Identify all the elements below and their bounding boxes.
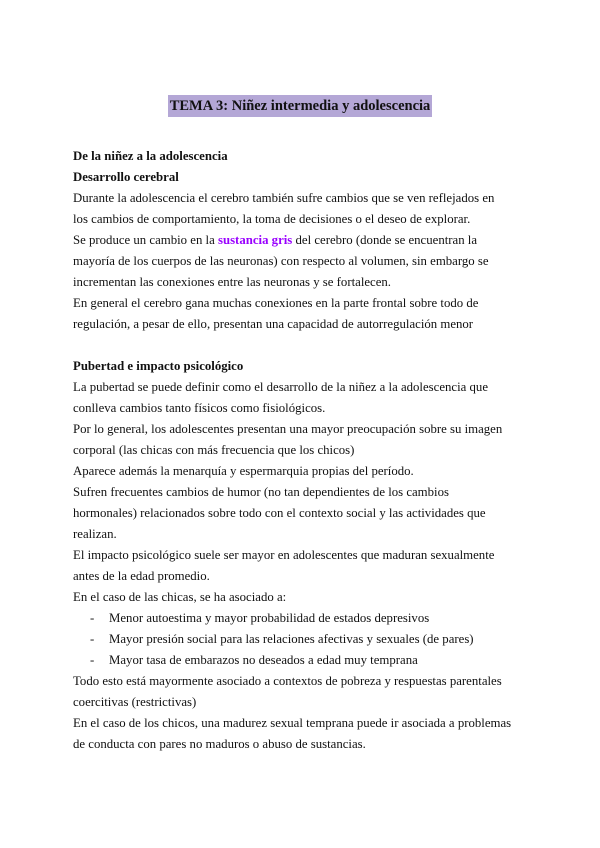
paragraph-line: incrementan las conexiones entre las neuronas y se fortalecen. <box>73 275 392 289</box>
title-row <box>0 95 600 117</box>
paragraph-line: Aparece además la menarquía y espermarquia propias del período. <box>73 464 414 478</box>
paragraph-line: La pubertad se puede definir como el desarrollo de la niñez a la adolescencia que <box>73 380 488 394</box>
paragraph-line: antes de la edad promedio. <box>73 569 210 583</box>
list-item: - Menor autoestima y mayor probabilidad de estados depresivos <box>73 608 543 629</box>
paragraph-line: En el caso de los chicos, una madurez sexual temprana puede ir asociada a problemas <box>73 716 512 730</box>
subsection-heading-puberty: Pubertad e impacto psicológico <box>73 359 244 373</box>
bullet-list <box>73 608 543 671</box>
paragraph-line: En general el cerebro gana muchas conexiones en la parte frontal sobre todo de <box>73 296 479 310</box>
paragraph-line: regulación, a pesar de ello, presentan una capacidad de autorregulación menor <box>73 317 474 331</box>
paragraph-line: realizan. <box>73 527 117 541</box>
paragraph-line: Por lo general, los adolescentes presentan una mayor preocupación sobre su imagen <box>73 422 503 436</box>
highlighted-term: sustancia gris <box>217 233 293 247</box>
paragraph-line: Todo esto está mayormente asociado a contextos de pobreza y respuestas parentales <box>73 674 502 688</box>
list-item: - Mayor tasa de embarazos no deseados a edad muy temprana <box>73 650 543 671</box>
paragraph-line: de conducta con pares no maduros o abuso de sustancias. <box>73 737 366 751</box>
paragraph-line: El impacto psicológico suele ser mayor en adolescentes que maduran sexualmente <box>73 548 495 562</box>
page-title: TEMA 3: Niñez intermedia y adolescencia <box>168 95 433 117</box>
paragraph-line <box>73 230 543 251</box>
paragraph-line: conlleva cambios tanto físicos como fisiológicos. <box>73 401 326 415</box>
section-heading: De la niñez a la adolescencia <box>73 149 228 163</box>
paragraph-line: coercitivas (restrictivas) <box>73 695 197 709</box>
paragraph-line: corporal (las chicas con más frecuencia que los chicos) <box>73 443 355 457</box>
paragraph-line: los cambios de comportamiento, la toma de decisiones o el deseo de explorar. <box>73 212 471 226</box>
subsection-heading-brain: Desarrollo cerebral <box>73 170 179 184</box>
paragraph-line: En el caso de las chicas, se ha asociado a: <box>73 590 287 604</box>
paragraph-line: Sufren frecuentes cambios de humor (no tan dependientes de los cambios <box>73 485 449 499</box>
document-body <box>73 146 543 755</box>
list-item: - Mayor presión social para las relaciones afectivas y sexuales (de pares) <box>73 629 543 650</box>
text-fragment: del cerebro (donde se encuentran la <box>292 233 478 247</box>
paragraph-line: hormonales) relacionados sobre todo con el contexto social y las actividades que <box>73 506 486 520</box>
paragraph-line: Durante la adolescencia el cerebro también sufre cambios que se ven reflejados en <box>73 191 495 205</box>
text-fragment: Se produce un cambio en la <box>73 233 218 247</box>
paragraph-line: mayoría de los cuerpos de las neuronas) con respecto al volumen, sin embargo se <box>73 254 489 268</box>
spacer <box>73 335 543 356</box>
